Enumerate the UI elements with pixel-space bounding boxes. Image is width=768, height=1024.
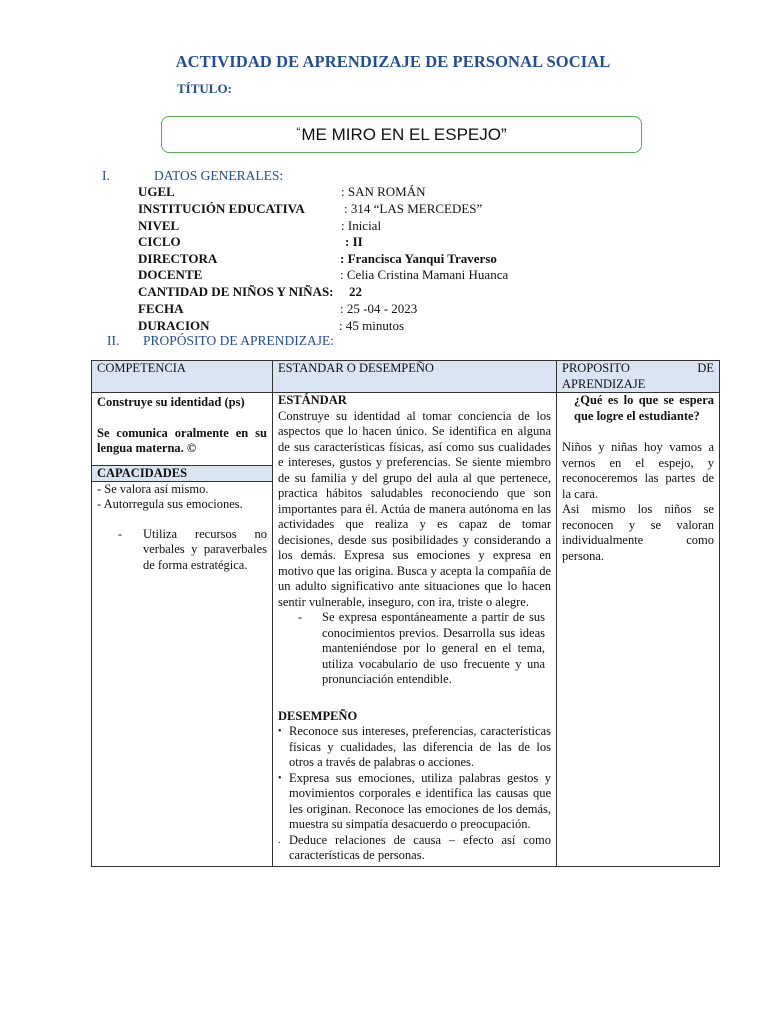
capacidad-item: - Autorregula sus emociones. <box>97 497 243 511</box>
datos-value: 22 <box>349 284 362 299</box>
estandar-heading: ESTÁNDAR <box>278 393 347 407</box>
dash-marker: - <box>297 610 303 624</box>
capacidad-item: - Se valora así mismo. <box>97 481 209 496</box>
header-proposito: PROPOSITO DE APRENDIZAJE <box>557 361 720 393</box>
capacidades-heading: CAPACIDADES <box>92 465 272 482</box>
proposito-question-text: ¿Qué es lo que se espera que logre el estudiante? <box>574 393 714 423</box>
header-competencia: COMPETENCIA <box>92 361 273 393</box>
desempeno-item-text: Deduce relaciones de causa – efecto así como características de personas. <box>289 832 551 862</box>
desempeno-item <box>278 771 551 833</box>
datos-label: DOCENTE <box>138 267 203 282</box>
bullet-marker: • <box>278 726 282 737</box>
capacidad-dash-item <box>97 527 267 574</box>
proposito-cell <box>557 393 720 867</box>
datos-label: CANTIDAD DE NIÑOS Y NIÑAS: <box>138 284 334 299</box>
estandar-cell <box>273 393 557 867</box>
datos-value: : Inicial <box>341 218 382 233</box>
desempeno-item <box>278 724 551 771</box>
estandar-dash-text: Se expresa espontáneamente a partir de sus conocimientos previos. Desarrolla sus ideas manteniéndose por lo general en el tema, utiliza vocabulario de uso frecuente y una pronunciación entendible. <box>322 610 545 686</box>
datos-value: : II <box>345 234 363 249</box>
document-title: ACTIVIDAD DE APRENDIZAJE DE PERSONAL SOCIAL <box>175 52 611 71</box>
section-2-heading <box>107 333 334 349</box>
datos-value: : 45 minutos <box>339 318 405 333</box>
desempeno-item <box>278 833 551 864</box>
proposito-text-2: Asi mismo los niños se reconocen y se valoran individualmente como persona. <box>562 502 714 563</box>
activity-title-box <box>161 116 642 153</box>
activity-title-text: ME MIRO EN EL ESPEJO” <box>301 124 507 144</box>
competencia-2: Se comunica oralmente en su lengua materna. © <box>97 425 267 455</box>
competencia-1: Construye su identidad (ps) <box>97 395 245 409</box>
bullet-marker: • <box>278 772 282 784</box>
desempeno-heading: DESEMPEÑO <box>278 708 358 723</box>
section-1-number: I. <box>102 168 110 183</box>
dash-marker: - <box>117 526 123 541</box>
competencia-cell <box>92 393 273 867</box>
datos-value: : SAN ROMÁN <box>341 184 426 199</box>
table-header-row <box>92 361 720 393</box>
desempeno-list <box>278 724 551 864</box>
header-estandar: ESTANDAR O DESEMPEÑO <box>273 361 557 393</box>
datos-label: INSTITUCIÓN EDUCATIVA <box>138 201 305 216</box>
estandar-text: Construye su identidad al tomar conciencia de los aspectos que lo hacen único. Se identifica en alguna de sus características físicas, así como sus cualidades e intereses, gustos y preferencias. Se siente miembro de su familia y del grupo del aula al que pertenece, practica hábitos saludables reconociendo que son importantes para él. Actúa de manera autónoma en las actividades que realiza y es capaz de tomar decisiones, desde sus posibilidades y considerando a los demás. Expresa sus emociones y expresa en motivo que las origina. Busca y acepta la compañía de un adulto significativo ante situaciones que lo hacen sentir vulnerable, inseguro, con ira, triste o alegre. <box>278 408 551 609</box>
desempeno-item-text: Expresa sus emociones, utiliza palabras gestos y movimientos corporales e identifica las causas que les originan. Reconoce las emociones de los demás, muestra su simpatía desacuerdo o preocupación. <box>289 770 551 831</box>
datos-label: FECHA <box>138 301 184 316</box>
activity-title-open-quote: “ <box>296 124 301 139</box>
datos-value: : Francisca Yanqui Traverso <box>340 251 497 266</box>
learning-purpose-table <box>91 360 720 867</box>
proposito-question <box>562 393 714 424</box>
section-1-label: DATOS GENERALES: <box>154 168 284 183</box>
desempeno-item-text: Reconoce sus intereses, preferencias, características físicas y cualidades, las diferencia de las de los otros a través de palabras o acciones. <box>289 724 551 769</box>
datos-value: : 314 “LAS MERCEDES” <box>344 201 483 216</box>
capacidad-dash-text: Utiliza recursos no verbales y paraverbales de forma estratégica. <box>143 526 267 572</box>
section-2-label: PROPÓSITO DE APRENDIZAJE: <box>143 333 335 348</box>
estandar-dash-item <box>278 610 551 688</box>
datos-label: CICLO <box>138 234 181 249</box>
section-2-number: II. <box>107 333 120 348</box>
section-1-heading <box>102 168 283 184</box>
datos-label: DIRECTORA <box>138 251 218 266</box>
proposito-text-1: Niños y niñas hoy vamos a vernos en el espejo, y reconoceremos las partes de la cara. <box>562 440 714 501</box>
bullet-marker: . <box>278 834 281 846</box>
datos-value: : Celia Cristina Mamani Huanca <box>340 267 509 282</box>
datos-value: : 25 -04 - 2023 <box>340 301 418 316</box>
capacidades-list <box>92 482 272 574</box>
table-body-row <box>92 393 720 867</box>
datos-label: DURACION <box>138 318 210 333</box>
datos-label: UGEL <box>138 184 175 199</box>
datos-label: NIVEL <box>138 218 180 233</box>
title-label: TÍTULO: <box>177 81 232 96</box>
